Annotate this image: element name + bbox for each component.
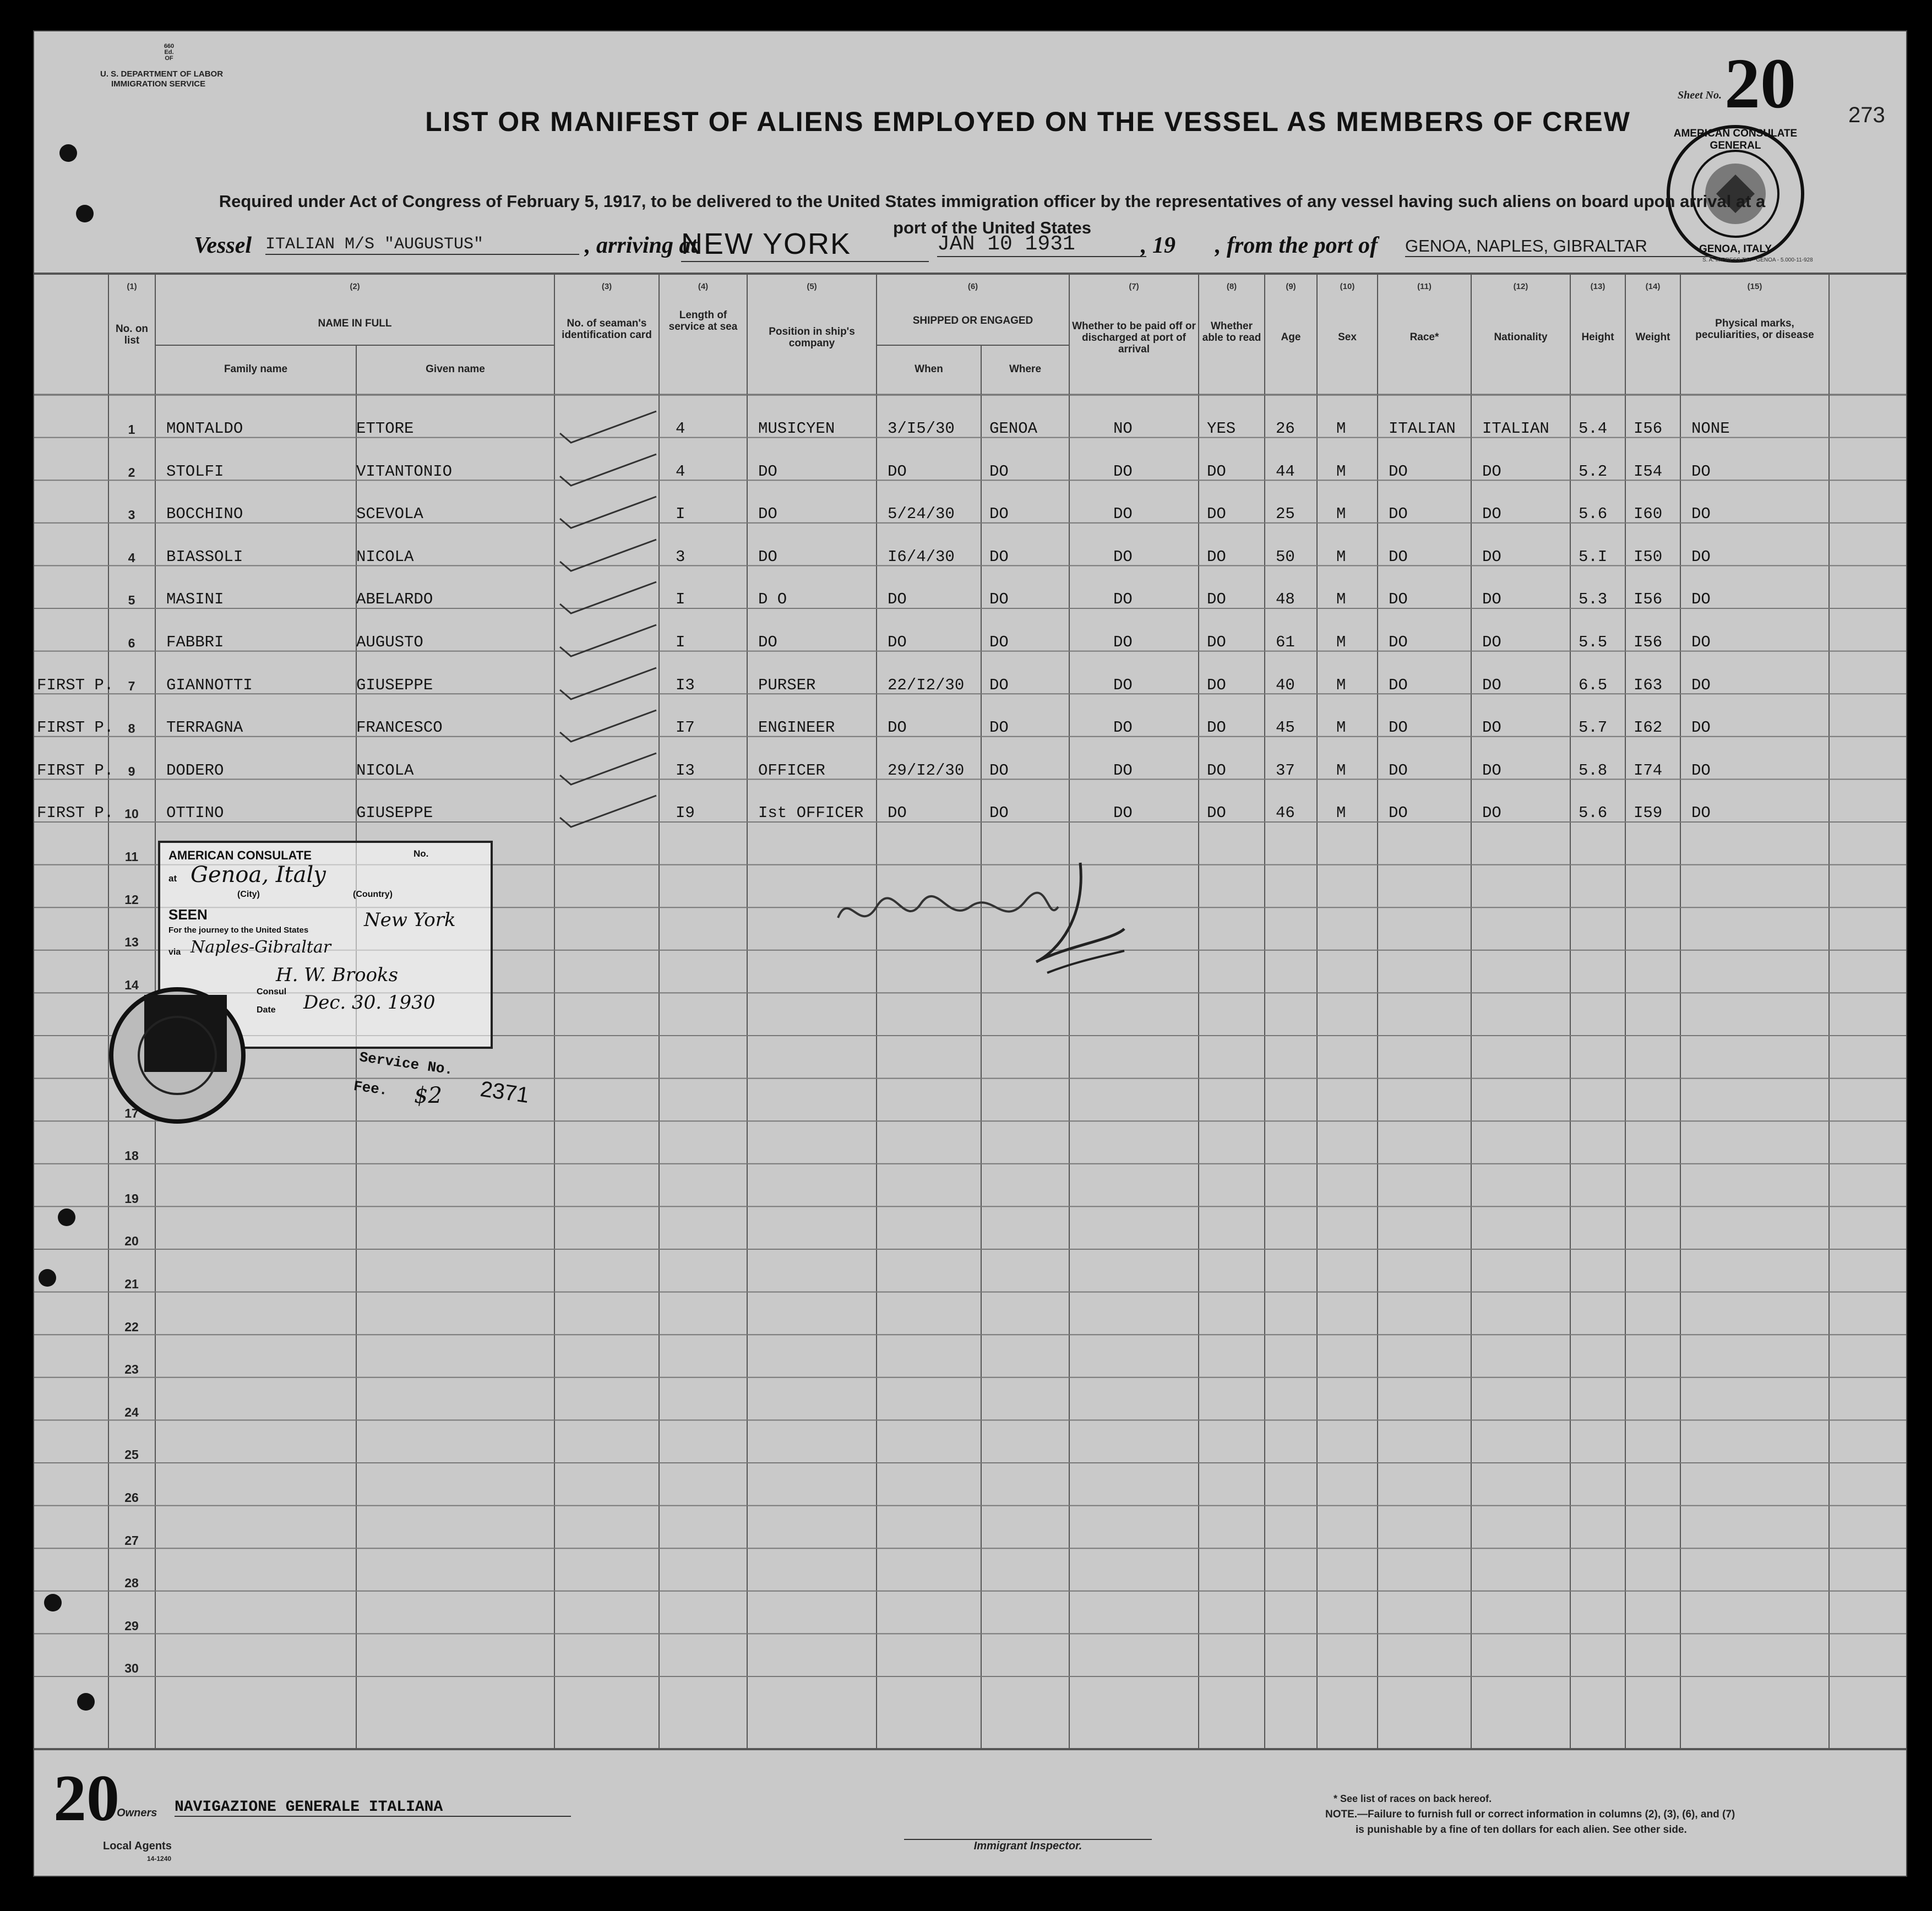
able-read-cell: DO bbox=[1207, 804, 1226, 823]
race-cell: DO bbox=[1389, 761, 1408, 780]
row-prefix: FIRST P. bbox=[37, 761, 114, 780]
stamp-consul-signature: H. W. Brooks bbox=[276, 964, 399, 986]
age-cell: 37 bbox=[1276, 761, 1295, 780]
sex-cell: M bbox=[1336, 547, 1346, 566]
row-number: 26 bbox=[124, 1490, 139, 1505]
able-read-cell: DO bbox=[1207, 718, 1226, 737]
subtitle-line-2: port of the United States bbox=[893, 218, 1091, 237]
service-length-cell: I7 bbox=[676, 718, 695, 737]
age-cell: 48 bbox=[1276, 590, 1295, 609]
punch-hole bbox=[39, 1269, 56, 1287]
age-cell: 61 bbox=[1276, 633, 1295, 651]
header-given-name: Given name bbox=[426, 363, 485, 375]
nationality-cell: DO bbox=[1482, 804, 1501, 823]
col-num: (2) bbox=[350, 282, 360, 291]
paid-off-cell: DO bbox=[1113, 505, 1133, 524]
check-mark bbox=[557, 537, 662, 575]
shipped-when-cell: I6/4/30 bbox=[888, 547, 955, 566]
race-cell: ITALIAN bbox=[1389, 420, 1456, 438]
header-when: When bbox=[915, 363, 943, 375]
row-number: 12 bbox=[124, 892, 139, 907]
race-cell: DO bbox=[1389, 633, 1408, 651]
from-port-label: , from the port of bbox=[1215, 233, 1378, 258]
service-number: 2371 bbox=[478, 1077, 531, 1108]
header-paid-off: Whether to be paid off or discharged at port of arrival bbox=[1072, 320, 1196, 355]
able-read-cell: DO bbox=[1207, 590, 1226, 609]
sex-cell: M bbox=[1336, 590, 1346, 609]
able-read-cell: DO bbox=[1207, 676, 1226, 694]
fine-note-line-2: is punishable by a fine of ten dollars for each alien. See other side. bbox=[1356, 1824, 1687, 1836]
row-number: 2 bbox=[128, 465, 135, 480]
age-cell: 26 bbox=[1276, 420, 1295, 438]
stamp-via-handwritten: Naples-Gibraltar bbox=[191, 938, 331, 957]
race-cell: DO bbox=[1389, 676, 1408, 694]
shipped-where-cell: DO bbox=[989, 547, 1009, 566]
check-mark bbox=[557, 579, 662, 618]
able-read-cell: YES bbox=[1207, 420, 1236, 438]
service-number-label: Service No. bbox=[358, 1049, 454, 1079]
physical-marks-cell: NONE bbox=[1691, 420, 1730, 438]
vessel-name: ITALIAN M/S "AUGUSTUS" bbox=[265, 235, 579, 255]
nationality-cell: DO bbox=[1482, 761, 1501, 780]
col-num: (1) bbox=[127, 282, 137, 291]
race-cell: DO bbox=[1389, 804, 1408, 823]
header-sex: Sex bbox=[1338, 331, 1357, 343]
col-num: (13) bbox=[1590, 282, 1606, 291]
shipped-when-cell: DO bbox=[888, 590, 907, 609]
service-length-cell: I bbox=[676, 633, 685, 651]
local-agents-label: Local Agents bbox=[103, 1840, 172, 1852]
nationality-cell: DO bbox=[1482, 633, 1501, 651]
row-number: 14 bbox=[124, 977, 139, 992]
sex-cell: M bbox=[1336, 676, 1346, 694]
race-cell: DO bbox=[1389, 718, 1408, 737]
able-read-cell: DO bbox=[1207, 633, 1226, 651]
able-read-cell: DO bbox=[1207, 505, 1226, 524]
service-length-cell: I9 bbox=[676, 804, 695, 823]
race-note: * See list of races on back hereof. bbox=[1334, 1793, 1492, 1804]
check-mark bbox=[557, 409, 662, 447]
check-mark bbox=[557, 793, 662, 831]
family-name-cell: GIANNOTTI bbox=[166, 676, 253, 694]
manifest-sheet bbox=[33, 30, 1907, 1877]
stamp-title: AMERICAN CONSULATE bbox=[168, 848, 312, 862]
row-number: 25 bbox=[124, 1447, 139, 1462]
paid-off-cell: DO bbox=[1113, 590, 1133, 609]
weight-cell: I56 bbox=[1634, 633, 1663, 651]
stamp-via-label: via bbox=[168, 948, 181, 957]
shipped-where-cell: DO bbox=[989, 633, 1009, 651]
position-cell: DO bbox=[758, 633, 777, 651]
height-cell: 5.4 bbox=[1579, 420, 1608, 438]
department-label: U. S. DEPARTMENT OF LABOR bbox=[100, 69, 224, 79]
header-weight: Weight bbox=[1635, 331, 1670, 343]
position-cell: OFFICER bbox=[758, 761, 825, 780]
stamp-journey-label: For the journey to the United States bbox=[168, 925, 309, 935]
age-cell: 25 bbox=[1276, 505, 1295, 524]
row-number: 19 bbox=[124, 1191, 139, 1206]
weight-cell: I59 bbox=[1634, 804, 1663, 823]
shipped-where-cell: DO bbox=[989, 590, 1009, 609]
sex-cell: M bbox=[1336, 505, 1346, 524]
shipped-when-cell: DO bbox=[888, 462, 907, 481]
race-cell: DO bbox=[1389, 547, 1408, 566]
service-length-cell: I3 bbox=[676, 676, 695, 694]
position-cell: DO bbox=[758, 505, 777, 524]
header-race: Race* bbox=[1409, 331, 1439, 343]
form-number-line: 660 bbox=[164, 43, 175, 50]
weight-cell: I63 bbox=[1634, 676, 1663, 694]
arrival-date: JAN 10 1931 bbox=[937, 232, 1146, 257]
col-num: (9) bbox=[1286, 282, 1296, 291]
header-height: Height bbox=[1581, 331, 1614, 343]
row-prefix: FIRST P. bbox=[37, 676, 114, 694]
col-num: (15) bbox=[1747, 282, 1762, 291]
family-name-cell: DODERO bbox=[166, 761, 224, 780]
shipped-where-cell: DO bbox=[989, 761, 1009, 780]
physical-marks-cell: DO bbox=[1691, 633, 1711, 651]
header-name-in-full: NAME IN FULL bbox=[318, 318, 392, 329]
physical-marks-cell: DO bbox=[1691, 505, 1711, 524]
paid-off-cell: DO bbox=[1113, 676, 1133, 694]
physical-marks-cell: DO bbox=[1691, 761, 1711, 780]
age-cell: 45 bbox=[1276, 718, 1295, 737]
weight-cell: I50 bbox=[1634, 547, 1663, 566]
given-name-cell: SCEVOLA bbox=[356, 505, 423, 524]
row-number: 4 bbox=[128, 550, 135, 565]
stamp-seen: SEEN bbox=[168, 906, 208, 923]
check-mark bbox=[557, 665, 662, 704]
given-name-cell: NICOLA bbox=[356, 761, 414, 780]
shipped-where-cell: DO bbox=[989, 505, 1009, 524]
sex-cell: M bbox=[1336, 718, 1346, 737]
nationality-cell: DO bbox=[1482, 505, 1501, 524]
given-name-cell: FRANCESCO bbox=[356, 718, 443, 737]
punch-hole bbox=[76, 205, 94, 222]
family-name-cell: FABBRI bbox=[166, 633, 224, 651]
punch-hole bbox=[58, 1208, 75, 1226]
shipped-when-cell: DO bbox=[888, 718, 907, 737]
punch-hole bbox=[77, 1693, 95, 1711]
shipped-when-cell: DO bbox=[888, 633, 907, 651]
row-number: 1 bbox=[128, 422, 135, 437]
height-cell: 5.I bbox=[1579, 547, 1608, 566]
row-number: 24 bbox=[124, 1404, 139, 1419]
position-cell: D O bbox=[758, 590, 787, 609]
position-cell: Ist OFFICER bbox=[758, 804, 864, 823]
seal-bottom-text: GENOA, ITALY bbox=[1699, 243, 1772, 255]
shipped-where-cell: DO bbox=[989, 462, 1009, 481]
weight-cell: I60 bbox=[1634, 505, 1663, 524]
col-num: (14) bbox=[1645, 282, 1661, 291]
family-name-cell: MONTALDO bbox=[166, 420, 243, 438]
row-prefix: FIRST P. bbox=[37, 718, 114, 737]
height-cell: 5.7 bbox=[1579, 718, 1608, 737]
col-num: (6) bbox=[967, 282, 978, 291]
stamp-country-label: (Country) bbox=[353, 890, 393, 899]
age-cell: 44 bbox=[1276, 462, 1295, 481]
header-age: Age bbox=[1281, 331, 1301, 343]
header-nationality: Nationality bbox=[1494, 331, 1548, 343]
given-name-cell: GIUSEPPE bbox=[356, 676, 433, 694]
fine-note-line-1: NOTE.—Failure to furnish full or correct information in columns (2), (3), (6), and (7) bbox=[1325, 1809, 1735, 1820]
service-label: IMMIGRATION SERVICE bbox=[111, 79, 206, 89]
given-name-cell: NICOLA bbox=[356, 547, 414, 566]
given-name-cell: ETTORE bbox=[356, 420, 414, 438]
col-num: (5) bbox=[807, 282, 817, 291]
physical-marks-cell: DO bbox=[1691, 590, 1711, 609]
col-num: (3) bbox=[601, 282, 612, 291]
position-cell: DO bbox=[758, 462, 777, 481]
stamp-consul-label: Consul bbox=[257, 987, 287, 997]
fee-label: Fee. bbox=[352, 1077, 389, 1099]
height-cell: 5.8 bbox=[1579, 761, 1608, 780]
sex-cell: M bbox=[1336, 462, 1346, 481]
race-cell: DO bbox=[1389, 590, 1408, 609]
physical-marks-cell: DO bbox=[1691, 676, 1711, 694]
consulate-embossed-seal bbox=[106, 984, 249, 1127]
weight-cell: I56 bbox=[1634, 420, 1663, 438]
able-read-cell: DO bbox=[1207, 547, 1226, 566]
row-number: 29 bbox=[124, 1618, 139, 1633]
col-num: (7) bbox=[1129, 282, 1139, 291]
family-name-cell: BIASSOLI bbox=[166, 547, 243, 566]
row-number: 30 bbox=[124, 1661, 139, 1676]
row-number: 17 bbox=[124, 1106, 139, 1120]
row-number: 8 bbox=[128, 721, 135, 736]
col-num: (10) bbox=[1340, 282, 1355, 291]
arriving-port: NEW YORK bbox=[681, 227, 929, 262]
shipped-where-cell: DO bbox=[989, 804, 1009, 823]
shipped-when-cell: 3/I5/30 bbox=[888, 420, 955, 438]
given-name-cell: ABELARDO bbox=[356, 590, 433, 609]
header-no-on-list: No. on list bbox=[115, 323, 149, 346]
row-number: 21 bbox=[124, 1277, 139, 1291]
header-shipped: SHIPPED OR ENGAGED bbox=[912, 315, 1033, 326]
nationality-cell: DO bbox=[1482, 462, 1501, 481]
service-length-cell: I3 bbox=[676, 761, 695, 780]
stamp-city-handwritten: Genoa, Italy bbox=[191, 862, 326, 888]
header-length-service: Length of service at sea bbox=[668, 309, 738, 333]
family-name-cell: BOCCHINO bbox=[166, 505, 243, 524]
punch-hole bbox=[59, 144, 77, 162]
weight-cell: I74 bbox=[1634, 761, 1663, 780]
punch-hole bbox=[44, 1594, 62, 1611]
family-name-cell: STOLFI bbox=[166, 462, 224, 481]
vessel-label: Vessel bbox=[194, 233, 252, 258]
departure-ports: GENOA, NAPLES, GIBRALTAR bbox=[1405, 236, 1713, 257]
header-physical-marks: Physical marks, peculiarities, or disease bbox=[1695, 318, 1814, 341]
year-label: , 19 bbox=[1141, 233, 1175, 258]
able-read-cell: DO bbox=[1207, 761, 1226, 780]
arriving-label: , arriving at bbox=[585, 233, 698, 258]
family-name-cell: OTTINO bbox=[166, 804, 224, 823]
paid-off-cell: DO bbox=[1113, 547, 1133, 566]
col-num: (8) bbox=[1226, 282, 1237, 291]
service-length-cell: 4 bbox=[676, 462, 685, 481]
shipped-when-cell: DO bbox=[888, 804, 907, 823]
owners-value: NAVIGAZIONE GENERALE ITALIANA bbox=[175, 1799, 571, 1817]
form-code: 14-1240 bbox=[147, 1855, 172, 1863]
position-cell: ENGINEER bbox=[758, 718, 835, 737]
footer-sheet-number: 20 bbox=[53, 1761, 119, 1834]
shipped-where-cell: DO bbox=[989, 676, 1009, 694]
row-number: 11 bbox=[124, 850, 139, 864]
row-number: 10 bbox=[124, 807, 139, 821]
row-number: 7 bbox=[128, 678, 135, 693]
row-number: 18 bbox=[124, 1148, 139, 1163]
nationality-cell: DO bbox=[1482, 676, 1501, 694]
service-length-cell: 4 bbox=[676, 420, 685, 438]
physical-marks-cell: DO bbox=[1691, 547, 1711, 566]
shipped-when-cell: 29/I2/30 bbox=[888, 761, 965, 780]
check-mark bbox=[557, 707, 662, 746]
row-number: 3 bbox=[128, 508, 135, 522]
service-length-cell: I bbox=[676, 505, 685, 524]
header-where: Where bbox=[1009, 363, 1042, 375]
owners-label: Owners bbox=[117, 1807, 157, 1819]
row-number: 20 bbox=[124, 1234, 139, 1249]
paid-off-cell: DO bbox=[1113, 462, 1133, 481]
header-able-read: Whether able to read bbox=[1202, 320, 1261, 344]
check-mark bbox=[557, 750, 662, 789]
given-name-cell: VITANTONIO bbox=[356, 462, 453, 481]
stamp-date-handwritten: Dec. 30. 1930 bbox=[303, 992, 436, 1014]
physical-marks-cell: DO bbox=[1691, 804, 1711, 823]
check-mark bbox=[557, 494, 662, 532]
service-length-cell: I bbox=[676, 590, 685, 609]
paid-off-cell: DO bbox=[1113, 718, 1133, 737]
height-cell: 6.5 bbox=[1579, 676, 1608, 694]
paid-off-cell: DO bbox=[1113, 761, 1133, 780]
check-mark bbox=[557, 622, 662, 661]
seal-ring-text: AMERICAN CONSULATE GENERAL bbox=[1673, 128, 1798, 151]
stamp-no-label: No. bbox=[413, 848, 429, 859]
page-title: LIST OR MANIFEST OF ALIENS EMPLOYED ON THE VESSEL AS MEMBERS OF CREW bbox=[425, 106, 1631, 137]
nationality-cell: ITALIAN bbox=[1482, 420, 1549, 438]
paid-off-cell: DO bbox=[1113, 633, 1133, 651]
immigrant-inspector-label: Immigrant Inspector. bbox=[904, 1839, 1152, 1853]
row-number: 27 bbox=[124, 1533, 139, 1548]
position-cell: DO bbox=[758, 547, 777, 566]
race-cell: DO bbox=[1389, 505, 1408, 524]
shipped-where-cell: DO bbox=[989, 718, 1009, 737]
shipped-when-cell: 22/I2/30 bbox=[888, 676, 965, 694]
nationality-cell: DO bbox=[1482, 718, 1501, 737]
height-cell: 5.3 bbox=[1579, 590, 1608, 609]
sex-cell: M bbox=[1336, 761, 1346, 780]
weight-cell: I62 bbox=[1634, 718, 1663, 737]
header-family-name: Family name bbox=[224, 363, 288, 375]
height-cell: 5.2 bbox=[1579, 462, 1608, 481]
position-cell: MUSICYEN bbox=[758, 420, 835, 438]
row-number: 13 bbox=[124, 935, 139, 950]
paid-off-cell: NO bbox=[1113, 420, 1133, 438]
form-number-line: Ed. bbox=[164, 49, 174, 56]
height-cell: 5.5 bbox=[1579, 633, 1608, 651]
age-cell: 50 bbox=[1276, 547, 1295, 566]
height-cell: 5.6 bbox=[1579, 804, 1608, 823]
page-number: 273 bbox=[1848, 103, 1885, 127]
age-cell: 40 bbox=[1276, 676, 1295, 694]
row-number: 22 bbox=[124, 1319, 139, 1334]
header-position: Position in ship's company bbox=[769, 326, 855, 349]
given-name-cell: GIUSEPPE bbox=[356, 804, 433, 823]
physical-marks-cell: DO bbox=[1691, 718, 1711, 737]
position-cell: PURSER bbox=[758, 676, 816, 694]
race-cell: DO bbox=[1389, 462, 1408, 481]
shipped-where-cell: GENOA bbox=[989, 420, 1038, 438]
form-number-line: OF bbox=[165, 55, 173, 62]
weight-cell: I54 bbox=[1634, 462, 1663, 481]
family-name-cell: MASINI bbox=[166, 590, 224, 609]
stamp-destination-handwritten: New York bbox=[364, 909, 456, 931]
sheet-label: Sheet No. bbox=[1678, 89, 1722, 101]
col-num: (11) bbox=[1417, 282, 1432, 291]
row-number: 23 bbox=[124, 1362, 139, 1377]
row-number: 28 bbox=[124, 1576, 139, 1591]
nationality-cell: DO bbox=[1482, 590, 1501, 609]
sex-cell: M bbox=[1336, 420, 1346, 438]
age-cell: 46 bbox=[1276, 804, 1295, 823]
nationality-cell: DO bbox=[1482, 547, 1501, 566]
handwritten-signature bbox=[827, 852, 1135, 989]
col-num: (12) bbox=[1513, 282, 1528, 291]
paid-off-cell: DO bbox=[1113, 804, 1133, 823]
family-name-cell: TERRAGNA bbox=[166, 718, 243, 737]
row-prefix: FIRST P. bbox=[37, 804, 114, 823]
fee-handwritten: $2 bbox=[414, 1083, 442, 1108]
subtitle-line-1: Required under Act of Congress of February 5, 1917, to be delivered to the United States immigration officer by the representatives of any vessel having such aliens on board upon arrival at a bbox=[219, 192, 1766, 211]
shipped-when-cell: 5/24/30 bbox=[888, 505, 955, 524]
service-length-cell: 3 bbox=[676, 547, 685, 566]
sex-cell: M bbox=[1336, 804, 1346, 823]
weight-cell: I56 bbox=[1634, 590, 1663, 609]
header-id-card: No. of seaman's identification card bbox=[562, 318, 652, 341]
physical-marks-cell: DO bbox=[1691, 462, 1711, 481]
sheet-number: 20 bbox=[1724, 44, 1796, 123]
col-num: (4) bbox=[698, 282, 709, 291]
printer-note: S. A. IMPRESS TIP. - GENOA - 5.000-11-928 bbox=[1702, 257, 1813, 263]
height-cell: 5.6 bbox=[1579, 505, 1608, 524]
row-number: 5 bbox=[128, 593, 135, 608]
given-name-cell: AUGUSTO bbox=[356, 633, 423, 651]
row-number: 6 bbox=[128, 636, 135, 650]
check-mark bbox=[557, 451, 662, 490]
sex-cell: M bbox=[1336, 633, 1346, 651]
stamp-city-label: (City) bbox=[237, 890, 260, 899]
row-number: 9 bbox=[128, 764, 135, 778]
stamp-at-label: at bbox=[168, 873, 177, 884]
able-read-cell: DO bbox=[1207, 462, 1226, 481]
stamp-date-label: Date bbox=[257, 1005, 276, 1015]
